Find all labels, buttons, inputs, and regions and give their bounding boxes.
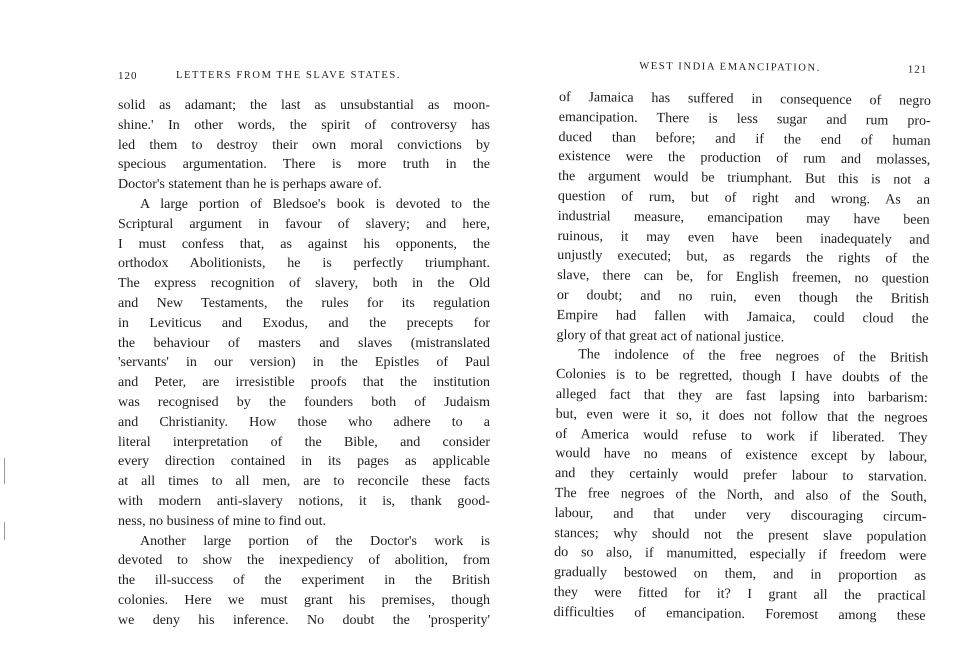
text-line: duced than before; and if the end of human: [558, 129, 931, 149]
text-line: and New Testaments, the rules for its regulation: [118, 295, 490, 311]
text-line: the ill-success of the experiment in the British: [118, 573, 490, 589]
text-line: shine.' In other words, the spirit of controversy has: [118, 117, 490, 133]
text-line: of Jamaica has suffered in consequence of negro: [558, 89, 932, 109]
text-line: solid as adamant; the last as unsubstantial as moon-: [118, 98, 490, 113]
text-line: industrial measure, emancipation may have been: [557, 208, 930, 228]
text-line: difficulties of emancipation. Foremost among these: [553, 604, 926, 624]
text-line: Another large portion of the Doctor's work is: [140, 533, 490, 549]
text-line: orthodox Abolitionists, he is perfectly triumphant.: [118, 256, 490, 272]
text-line: emancipation. There is less sugar and rum pro-: [558, 109, 931, 129]
text-line: Empire had fallen with Jamaica, could cloud the: [556, 307, 929, 327]
right-page-body: [553, 88, 931, 626]
text-line: I must confess that, as against his opponents, the: [118, 236, 490, 252]
right-page: [553, 0, 932, 624]
text-line: 'servants' in our version) in the Epistles of Paul: [118, 355, 490, 371]
text-line: glory of that great act of national justice.: [556, 327, 785, 345]
text-line: was recognised by the founders both of Judaism: [118, 394, 490, 410]
left-running-head: [118, 70, 490, 86]
text-line: at all times to all men, are to reconcile these facts: [118, 474, 490, 490]
text-line: stances; why should not the present slave population: [554, 525, 927, 545]
text-line: existence were the production of rum and molasses,: [558, 149, 931, 169]
text-line: and Christianity. How those who adhere to a: [118, 414, 490, 430]
left-page-body: [118, 96, 490, 631]
text-line: The free negroes of the North, and also of the South,: [554, 485, 927, 505]
text-line: and they certainly would prefer labour to starvation.: [554, 466, 928, 486]
text-line: unjustly executed; but, as regards the rights of the: [557, 248, 930, 268]
text-line: Colonies is to be regretted, though I have doubts of the: [555, 367, 929, 387]
left-page-number: 120: [118, 70, 138, 82]
text-line: alleged fact that they are fast lapsing into barbarism:: [555, 386, 928, 406]
right-header-title: WEST INDIA EMANCIPATION.: [639, 60, 821, 74]
text-line: literal interpretation of the Bible, and consider: [118, 434, 490, 450]
text-line: A large portion of Bledsoe's book is devoted to the: [140, 196, 490, 212]
text-line: we deny his inference. No doubt the 'prosperity': [118, 612, 490, 628]
text-line: of America would refuse to work if liberated. They: [555, 426, 928, 446]
text-line: gradually bestowed on them, and in proportion as: [553, 565, 927, 584]
text-line: The express recognition of slavery, both in the Old: [118, 276, 490, 292]
text-line: slave, there can be, for English freemen, no question: [557, 268, 930, 288]
text-line: would have no means of existence except by labour,: [555, 446, 928, 466]
text-line: do so also, if manumitted, especially if freedom were: [554, 545, 927, 565]
text-line: led them to destroy their own moral convictions by: [118, 137, 490, 153]
text-line: ness, no business of mine to find out.: [118, 513, 327, 529]
text-line: Scriptural argument in favour of slavery; and here,: [118, 216, 490, 232]
text-line: Doctor's statement than he is perhaps aware of.: [118, 177, 382, 193]
text-line: with modern anti-slavery notions, it is, thank good-: [118, 493, 490, 509]
text-line: devoted to show the inexpediency of abolition, from: [118, 553, 490, 569]
text-line: or doubt; and no ruin, even though the British: [556, 287, 929, 307]
left-header-title: LETTERS FROM THE SLAVE STATES.: [176, 70, 401, 81]
text-line: the behaviour of masters and slaves (mistranslated: [118, 335, 490, 351]
text-line: colonies. Here we must grant his premises, though: [118, 592, 490, 608]
text-line: specious argumentation. There is more truth in the: [118, 157, 490, 173]
text-line: The indolence of the free negroes of the British: [578, 347, 929, 367]
text-line: in Leviticus and Exodus, and the precepts for: [118, 315, 490, 331]
right-page-number: 121: [907, 63, 928, 76]
text-line: and Peter, are irresistible proofs that the institution: [118, 375, 490, 391]
right-running-head: [559, 60, 931, 80]
text-line: ruinous, it may even have been inadequately and: [557, 228, 930, 248]
text-line: but, even were it so, it does not follow that the negroes: [555, 406, 928, 426]
text-line: question of rum, but of right and wrong. As an: [557, 188, 931, 208]
scan-margin-mark: [4, 522, 5, 540]
text-line: the argument would be triumphant. But this is not a: [558, 169, 931, 189]
text-line: every direction contained in its pages as applicable: [118, 454, 490, 470]
text-line: labour, and that under very discouraging circum-: [554, 505, 927, 525]
scan-margin-mark: [4, 458, 5, 484]
text-line: they were fitted for it? I grant all the practical: [553, 584, 926, 604]
